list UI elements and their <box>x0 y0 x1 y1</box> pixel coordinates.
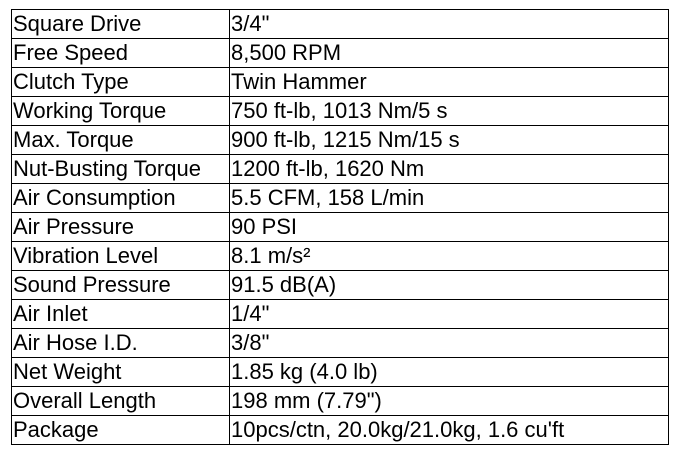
spec-value: 8,500 RPM <box>230 39 669 68</box>
table-row <box>12 329 669 358</box>
spec-label: Air Pressure <box>12 213 230 242</box>
spec-value: 91.5 dB(A) <box>230 271 669 300</box>
table-row <box>12 213 669 242</box>
spec-value: 8.1 m/s² <box>230 242 669 271</box>
table-row <box>12 271 669 300</box>
spec-value: 1.85 kg (4.0 lb) <box>230 358 669 387</box>
table-row <box>12 387 669 416</box>
table-row <box>12 155 669 184</box>
table-row <box>12 416 669 445</box>
spec-label: Air Inlet <box>12 300 230 329</box>
spec-value: 90 PSI <box>230 213 669 242</box>
spec-label: Vibration Level <box>12 242 230 271</box>
spec-label: Net Weight <box>12 358 230 387</box>
spec-value: Twin Hammer <box>230 68 669 97</box>
spec-value: 1200 ft-lb, 1620 Nm <box>230 155 669 184</box>
table-row <box>12 300 669 329</box>
spec-table-container <box>11 9 669 445</box>
spec-label: Package <box>12 416 230 445</box>
spec-value: 750 ft-lb, 1013 Nm/5 s <box>230 97 669 126</box>
spec-label: Max. Torque <box>12 126 230 155</box>
spec-value: 900 ft-lb, 1215 Nm/15 s <box>230 126 669 155</box>
spec-label: Free Speed <box>12 39 230 68</box>
spec-label: Working Torque <box>12 97 230 126</box>
table-row <box>12 97 669 126</box>
spec-label: Air Consumption <box>12 184 230 213</box>
table-row <box>12 242 669 271</box>
spec-value: 1/4" <box>230 300 669 329</box>
spec-value: 10pcs/ctn, 20.0kg/21.0kg, 1.6 cu'ft <box>230 416 669 445</box>
table-row <box>12 126 669 155</box>
spec-label: Clutch Type <box>12 68 230 97</box>
spec-table <box>11 9 669 445</box>
spec-value: 198 mm (7.79") <box>230 387 669 416</box>
table-row <box>12 39 669 68</box>
spec-value: 3/4" <box>230 10 669 39</box>
spec-label: Nut-Busting Torque <box>12 155 230 184</box>
spec-label: Square Drive <box>12 10 230 39</box>
spec-value: 5.5 CFM, 158 L/min <box>230 184 669 213</box>
table-row <box>12 358 669 387</box>
spec-label: Sound Pressure <box>12 271 230 300</box>
table-row <box>12 10 669 39</box>
spec-label: Air Hose I.D. <box>12 329 230 358</box>
spec-value: 3/8" <box>230 329 669 358</box>
table-row <box>12 184 669 213</box>
table-row <box>12 68 669 97</box>
spec-label: Overall Length <box>12 387 230 416</box>
